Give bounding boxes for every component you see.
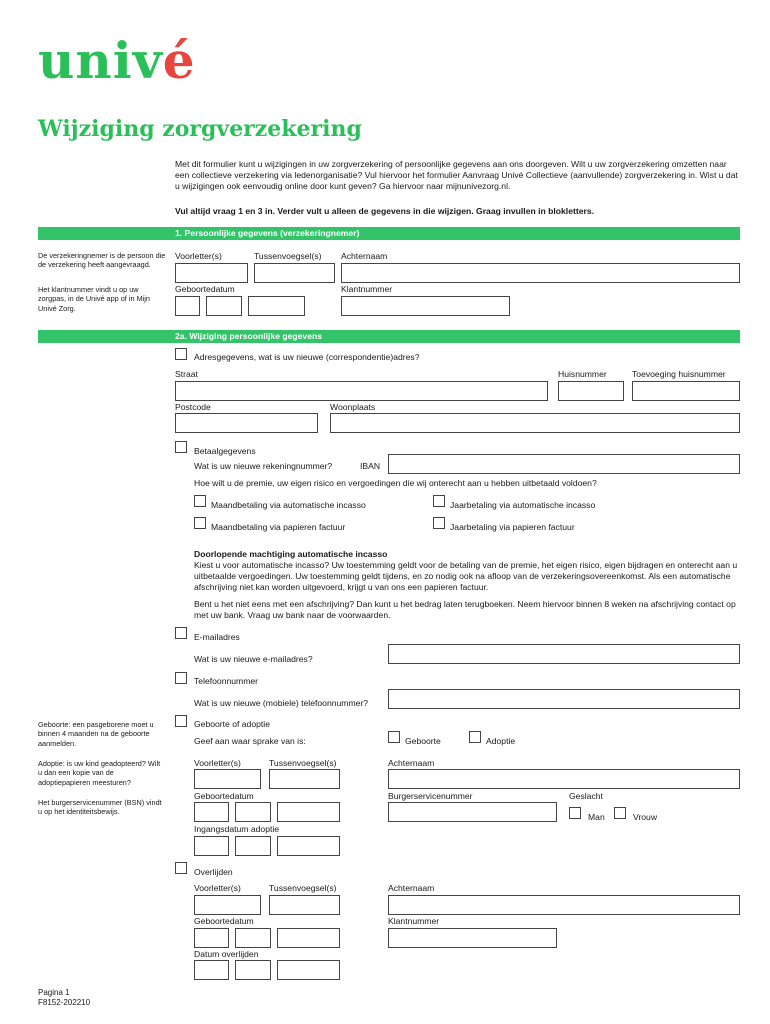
rekening-question: Wat is uw nieuwe rekeningnummer?: [194, 461, 333, 471]
datum-overlijden-maand[interactable]: [235, 960, 271, 980]
geboortedatum-label: Geboortedatum: [175, 284, 235, 294]
huisnummer-label: Huisnummer: [558, 369, 607, 379]
instruction-note: Vul altijd vraag 1 en 3 in. Verder vult u alleen de gegevens in die wijzigen. Graag invullen in blokletters.: [175, 206, 594, 216]
iban-input[interactable]: [388, 454, 740, 474]
geboorte-checkbox[interactable]: [175, 715, 187, 727]
side-note-adoptie: Adoptie: is uw kind geadopteerd? Wilt u dan een kopie van de adoptiepapieren meesturen?: [38, 759, 161, 787]
klantnummer-input[interactable]: [341, 296, 510, 316]
opt-adoptie-label: Adoptie: [486, 736, 516, 746]
email-question: Wat is uw nieuwe e-mailadres?: [194, 654, 313, 664]
side-note-klantnummer: Het klantnummer vindt u op uw zorgpas, in de Univé app of in Mijn Univé Zorg.: [38, 285, 150, 313]
kind-voorletters-input[interactable]: [194, 769, 261, 789]
overl-achternaam-input[interactable]: [388, 895, 740, 915]
woonplaats-label: Woonplaats: [330, 402, 376, 412]
datum-overlijden-jaar[interactable]: [277, 960, 340, 980]
footer: [38, 988, 90, 1008]
side-note-geboorte: Geboorte: een pasgeborene moet u binnen 4 maanden na de geboorte aanmelden.: [38, 720, 154, 748]
side-note-verzekeringnemer: De verzekeringnemer is de persoon die de verzekering heeft aangevraagd.: [38, 251, 166, 270]
ingangsdatum-maand[interactable]: [235, 836, 271, 856]
tussenvoegsels-label: Tussenvoegsel(s): [254, 251, 322, 261]
datum-overlijden-label: Datum overlijden: [194, 949, 259, 959]
overl-achternaam-label: Achternaam: [388, 883, 435, 893]
vrouw-label: Vrouw: [633, 812, 658, 822]
email-label: E-mailadres: [194, 632, 240, 642]
kind-bsn-input[interactable]: [388, 802, 557, 822]
geboortedatum-jaar[interactable]: [248, 296, 305, 316]
overl-geboortedatum-jaar[interactable]: [277, 928, 340, 948]
email-checkbox[interactable]: [175, 627, 187, 639]
machtiging-title: Doorlopende machtiging automatische incasso: [194, 549, 388, 559]
achternaam-input[interactable]: [341, 263, 740, 283]
overl-tussenvoegsels-input[interactable]: [269, 895, 340, 915]
man-label: Man: [588, 812, 605, 822]
premie-question: Hoe wilt u de premie, uw eigen risico en vergoedingen die wij onterecht aan u hebben uitbetaald voldoen?: [194, 478, 597, 488]
voorletters-label: Voorletter(s): [175, 251, 222, 261]
klantnummer-label: Klantnummer: [341, 284, 393, 294]
opt-geboorte-checkbox[interactable]: [388, 731, 400, 743]
geboorte-question: Geef aan waar sprake van is:: [194, 736, 306, 746]
intro-text: Met dit formulier kunt u wijzigingen in uw zorgverzekering of persoonlijke gegevens aan ons doorgeven. Wilt u uw zorgverzekering omzetten naar een collectieve verzekering via ledenorganisatie? Vul hiervoor het formulier Aanvraag Univé Collectieve (aanvullende) zorgverzekering in. Wist u dat u wijzigingen ook eenvoudig online door kunt geven? Ga hiervoor naar mijnunivezorg.nl.: [175, 159, 738, 191]
unive-logo: univé: [38, 31, 196, 90]
toevoeging-label: Toevoeging huisnummer: [632, 369, 726, 379]
kind-achternaam-input[interactable]: [388, 769, 740, 789]
kind-geslacht-label: Geslacht: [569, 791, 603, 801]
kind-achternaam-label: Achternaam: [388, 758, 435, 768]
huisnummer-input[interactable]: [558, 381, 624, 401]
tussenvoegsels-input[interactable]: [254, 263, 335, 283]
overl-tussenvoegsels-label: Tussenvoegsel(s): [269, 883, 337, 893]
betaal-checkbox[interactable]: [175, 441, 187, 453]
overlijden-label: Overlijden: [194, 867, 233, 877]
overl-geboortedatum-maand[interactable]: [235, 928, 271, 948]
geboorte-label: Geboorte of adoptie: [194, 719, 270, 729]
vrouw-checkbox[interactable]: [614, 807, 626, 819]
section1-header: 1. Persoonlijke gegevens (verzekeringnemer): [38, 227, 740, 240]
kind-voorletters-label: Voorletter(s): [194, 758, 241, 768]
kind-tussenvoegsels-label: Tussenvoegsel(s): [269, 758, 337, 768]
straat-input[interactable]: [175, 381, 548, 401]
overl-klantnummer-input[interactable]: [388, 928, 557, 948]
form-code: F8152-202210: [38, 998, 91, 1007]
overl-voorletters-input[interactable]: [194, 895, 261, 915]
overl-klantnummer-label: Klantnummer: [388, 916, 440, 926]
man-checkbox[interactable]: [569, 807, 581, 819]
overlijden-checkbox[interactable]: [175, 862, 187, 874]
betaal-label: Betaalgegevens: [194, 446, 256, 456]
postcode-label: Postcode: [175, 402, 211, 412]
tel-input[interactable]: [388, 689, 740, 709]
iban-label: IBAN: [360, 461, 381, 471]
woonplaats-input[interactable]: [330, 413, 740, 433]
email-input[interactable]: [388, 644, 740, 664]
tel-question: Wat is uw nieuwe (mobiele) telefoonnummer?: [194, 698, 369, 708]
voorletters-input[interactable]: [175, 263, 248, 283]
machtiging-text2: Bent u het niet eens met een afschrijving? Dan kunt u het bedrag laten terugboeken. Neem hiervoor binnen 8 weken na afschrijving contact op met uw bank. Vraag uw bank naar de voorwaarden.: [194, 599, 736, 620]
kind-geboortedatum-maand[interactable]: [235, 802, 271, 822]
ingangsdatum-jaar[interactable]: [277, 836, 340, 856]
opt-jaar-incasso-label: Jaarbetaling via automatische incasso: [450, 500, 596, 510]
page-number: Pagina 1: [38, 988, 70, 997]
opt-jaar-factuur-checkbox[interactable]: [433, 517, 445, 529]
geboortedatum-maand[interactable]: [206, 296, 242, 316]
kind-tussenvoegsels-input[interactable]: [269, 769, 340, 789]
opt-jaar-incasso-checkbox[interactable]: [433, 495, 445, 507]
opt-maand-incasso-checkbox[interactable]: [194, 495, 206, 507]
datum-overlijden-dag[interactable]: [194, 960, 229, 980]
kind-geboortedatum-label: Geboortedatum: [194, 791, 254, 801]
opt-adoptie-checkbox[interactable]: [469, 731, 481, 743]
opt-geboorte-label: Geboorte: [405, 736, 441, 746]
postcode-input[interactable]: [175, 413, 318, 433]
overl-geboortedatum-label: Geboortedatum: [194, 916, 254, 926]
opt-jaar-factuur-label: Jaarbetaling via papieren factuur: [450, 522, 575, 532]
section2a-header: 2a. Wijziging persoonlijke gegevens: [38, 330, 740, 343]
ingangsdatum-label: Ingangsdatum adoptie: [194, 824, 280, 834]
side-note-bsn: Het burgerservicenummer (BSN) vindt u op het identiteitsbewijs.: [38, 798, 162, 817]
opt-maand-factuur-checkbox[interactable]: [194, 517, 206, 529]
opt-maand-incasso-label: Maandbetaling via automatische incasso: [211, 500, 366, 510]
kind-bsn-label: Burgerservicenummer: [388, 791, 473, 801]
kind-geboortedatum-jaar[interactable]: [277, 802, 340, 822]
tel-checkbox[interactable]: [175, 672, 187, 684]
overl-voorletters-label: Voorletter(s): [194, 883, 241, 893]
adres-label: Adresgegevens, wat is uw nieuwe (correspondentie)adres?: [194, 352, 420, 362]
ingangsdatum-dag[interactable]: [194, 836, 229, 856]
tel-label: Telefoonnummer: [194, 676, 259, 686]
toevoeging-input[interactable]: [632, 381, 740, 401]
opt-maand-factuur-label: Maandbetaling via papieren factuur: [211, 522, 346, 532]
overl-geboortedatum-dag[interactable]: [194, 928, 229, 948]
adres-checkbox[interactable]: [175, 348, 187, 360]
achternaam-label: Achternaam: [341, 251, 388, 261]
geboortedatum-dag[interactable]: [175, 296, 200, 316]
straat-label: Straat: [175, 369, 198, 379]
machtiging-text: Kiest u voor automatische incasso? Uw toestemming geldt voor de betaling van de premie, het eigen risico, eigen bijdragen en onterecht aan u uitbetaalde vergoedingen. Uw toestemming geldt tijdens, en zo nodig ook na afloop van de verzekeringsovereenkomst. Als een automatische afschrijving niet kan worden uitgevoerd, krijgt u van ons een papieren factuur.: [194, 560, 738, 592]
kind-geboortedatum-dag[interactable]: [194, 802, 229, 822]
page-title: Wijziging zorgverzekering: [38, 116, 362, 142]
